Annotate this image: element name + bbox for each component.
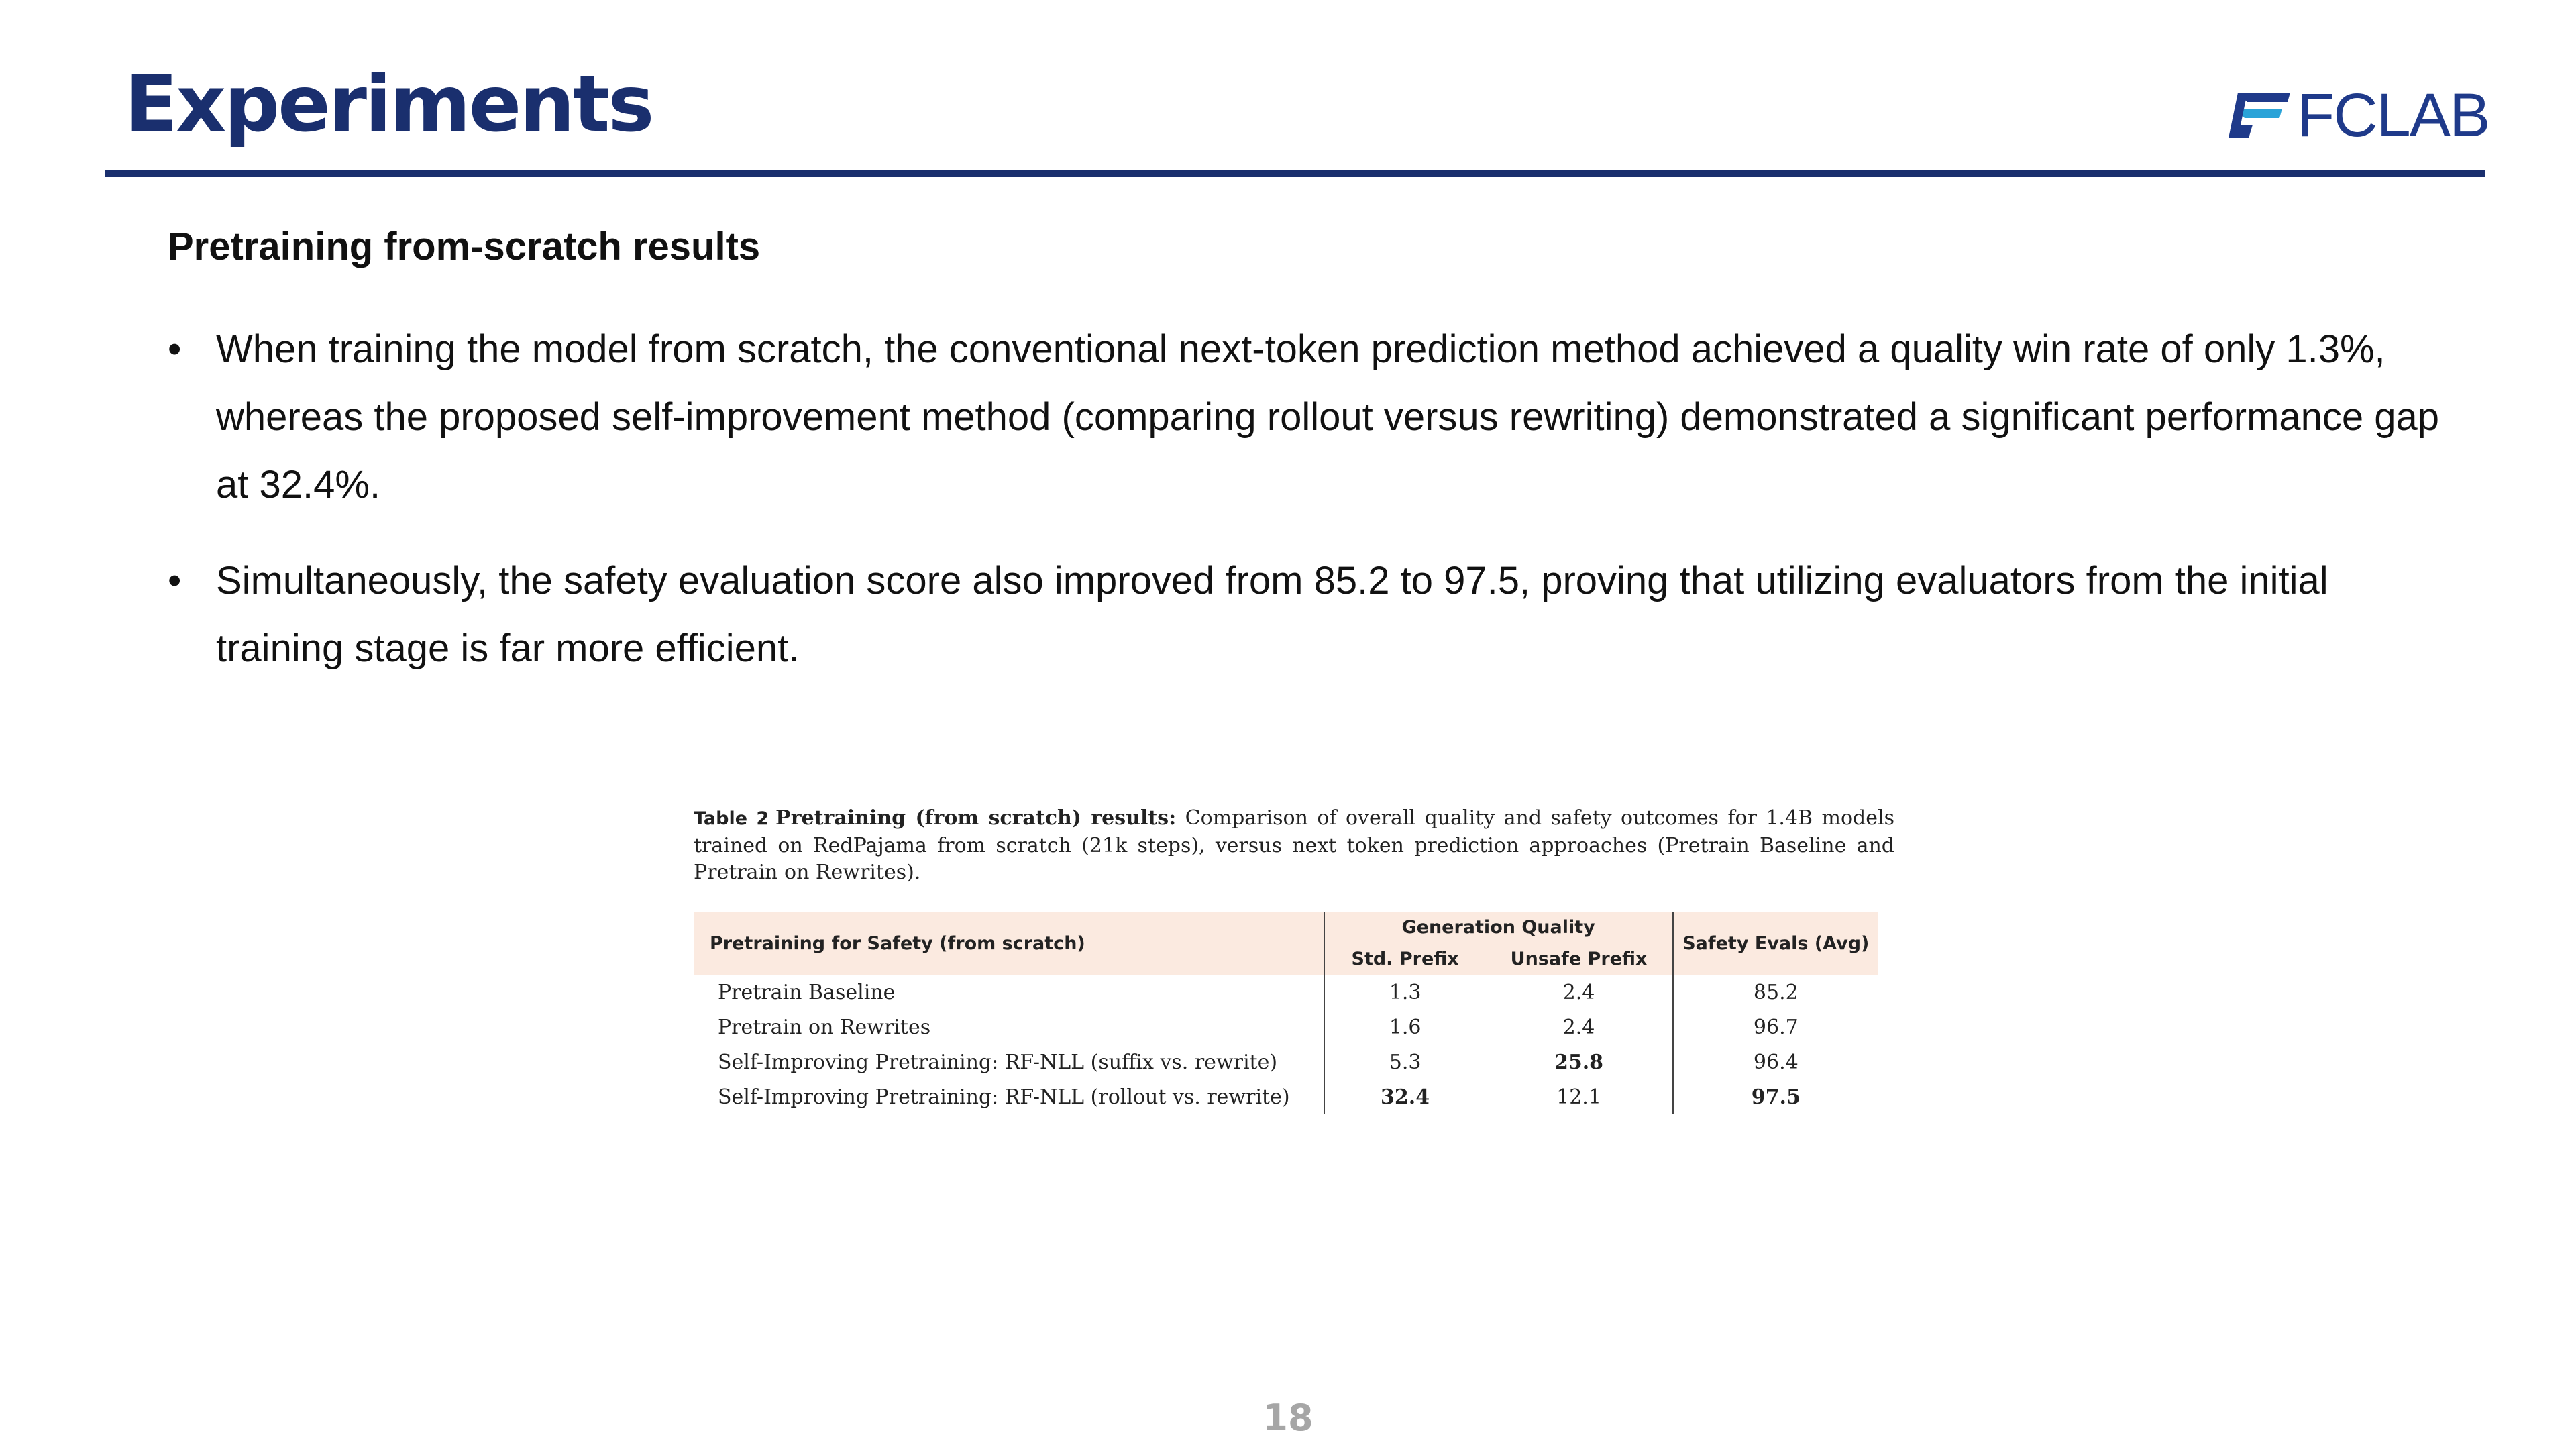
results-table xyxy=(694,912,1878,1114)
cell-unsafe-prefix: 25.8 xyxy=(1485,1044,1672,1079)
logo-text: FCLAB xyxy=(2297,81,2489,150)
table-row xyxy=(694,1044,1878,1079)
table-label: Table 2 xyxy=(694,808,769,829)
header-safety-evals: Safety Evals (Avg) xyxy=(1673,912,1878,975)
cell-std-prefix: 1.3 xyxy=(1389,980,1421,1004)
bullet-list xyxy=(168,315,2449,710)
cell-safety-evals: 97.5 xyxy=(1751,1085,1801,1109)
header-unsafe-prefix: Unsafe Prefix xyxy=(1485,943,1672,975)
title-underline xyxy=(105,170,2485,177)
bullet-item: • Simultaneously, the safety evaluation score also improved from 85.2 to 97.5, proving that utilizing evaluators from the initial training stage is far more efficient. xyxy=(168,547,2449,682)
header-row-label: Pretraining for Safety (from scratch) xyxy=(694,912,1324,975)
table-row xyxy=(694,975,1878,1010)
cell-std-prefix: 5.3 xyxy=(1389,1050,1421,1074)
cell-unsafe-prefix: 2.4 xyxy=(1485,975,1672,1010)
row-label: Pretrain on Rewrites xyxy=(694,1010,1324,1044)
bullet-item: • When training the model from scratch, the conventional next-token prediction method achieved a quality win rate of only 1.3%, whereas the proposed self-improvement method (comparing rollout versus rewriting) demonstrated a significant performance gap at 32.4%. xyxy=(168,315,2449,519)
row-label: Pretrain Baseline xyxy=(694,975,1324,1010)
row-label: Self-Improving Pretraining: RF-NLL (suffix vs. rewrite) xyxy=(694,1044,1324,1079)
table-row xyxy=(694,1079,1878,1114)
cell-unsafe-prefix: 12.1 xyxy=(1485,1079,1672,1114)
slide-title: Experiments xyxy=(125,59,653,150)
table-caption xyxy=(694,805,1894,886)
cell-safety-evals: 85.2 xyxy=(1753,980,1799,1004)
results-table-figure xyxy=(694,805,1894,1114)
table-row xyxy=(694,1010,1878,1044)
page-number: 18 xyxy=(1263,1397,1313,1439)
cell-std-prefix: 1.6 xyxy=(1389,1015,1421,1039)
fclab-logo-icon xyxy=(2229,89,2293,142)
header-std-prefix: Std. Prefix xyxy=(1324,943,1486,975)
row-label: Self-Improving Pretraining: RF-NLL (rollout vs. rewrite) xyxy=(694,1079,1324,1114)
caption-text: Comparison of overall quality and safety outcomes for 1.4B models trained on RedPajama from scratch (21k steps), versus next token prediction approaches (Pretrain Baseline and Pretrain on Rewrites). xyxy=(694,806,1895,884)
caption-bold: Pretraining (from scratch) results: xyxy=(775,806,1177,830)
header-generation-quality: Generation Quality xyxy=(1324,912,1673,943)
cell-std-prefix: 32.4 xyxy=(1381,1085,1430,1109)
section-subtitle: Pretraining from-scratch results xyxy=(168,225,761,268)
cell-safety-evals: 96.4 xyxy=(1753,1050,1799,1074)
cell-safety-evals: 96.7 xyxy=(1753,1015,1799,1039)
cell-unsafe-prefix: 2.4 xyxy=(1485,1010,1672,1044)
fclab-logo xyxy=(2229,81,2489,150)
